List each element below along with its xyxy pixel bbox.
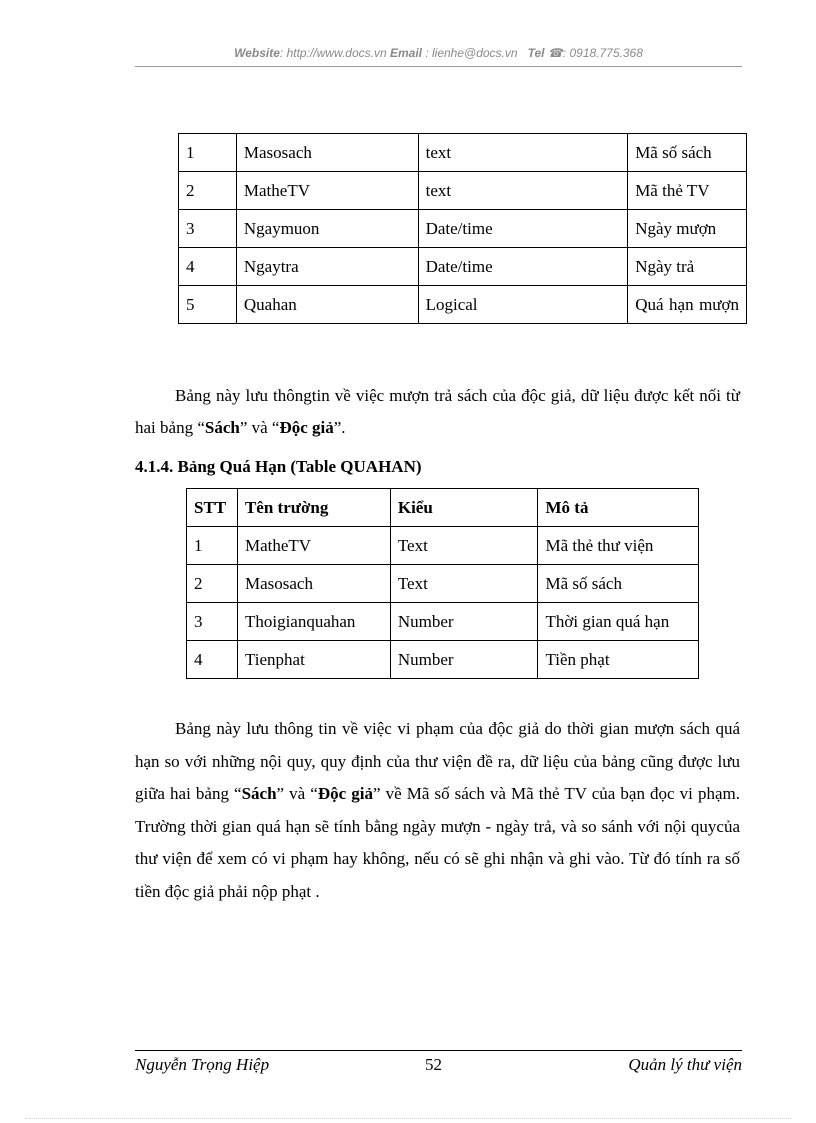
- page-header: [135, 46, 742, 60]
- cell-stt: 3: [179, 210, 237, 248]
- cell-field: Quahan: [236, 286, 418, 324]
- cell-type: Number: [390, 603, 538, 641]
- cell-desc: Mã số sách: [628, 134, 747, 172]
- paragraph-quahan: Bảng này lưu thông tin về việc vi phạm của độc giả do thời gian mượn sách quá hạn so với những nội quy, quy định của thư viện đề ra, dữ liệu của bảng cũng được lưu giữa hai bảng “Sách” và “Độc giả” về Mã số sách và Mã thẻ TV của bạn đọc vi phạm. Trường thời gian quá hạn sẽ tính bằng ngày mượn - ngày trả, và so sánh với nội quycủa thư viện để xem có vi phạm hay không, nếu có sẽ ghi nhận và ghi vào. Từ đó tính ra số tiền độc giả phải nộp phạt .: [135, 719, 740, 901]
- cell-stt: 2: [179, 172, 237, 210]
- table-row: [179, 172, 747, 210]
- email-address: : lienhe@docs.vn: [422, 46, 518, 60]
- table-row: [179, 286, 747, 324]
- cell-desc: Tiền phạt: [538, 641, 699, 679]
- cell-type: Date/time: [418, 210, 628, 248]
- cell-type: text: [418, 134, 628, 172]
- header-field: Tên trường: [237, 489, 390, 527]
- header-divider: [135, 66, 742, 67]
- footer-title: Quản lý thư viện: [628, 1055, 742, 1074]
- cell-stt: 1: [179, 134, 237, 172]
- cell-stt: 3: [187, 603, 238, 641]
- page-number: 52: [425, 1055, 442, 1074]
- cell-desc: Mã thẻ thư viện: [538, 527, 699, 565]
- cell-field: MatheTV: [236, 172, 418, 210]
- section-heading: 4.1.4. Bảng Quá Hạn (Table QUAHAN): [135, 457, 422, 476]
- footer-divider: [135, 1050, 742, 1051]
- cell-stt: 2: [187, 565, 238, 603]
- table-row: [179, 210, 747, 248]
- cell-field: Ngaytra: [236, 248, 418, 286]
- cell-desc: Mã thẻ TV: [628, 172, 747, 210]
- cell-stt: 5: [179, 286, 237, 324]
- cell-stt: 4: [179, 248, 237, 286]
- table-row: [179, 134, 747, 172]
- cell-field: Masosach: [236, 134, 418, 172]
- cell-desc: Ngày trả: [628, 248, 747, 286]
- table-row: [187, 565, 699, 603]
- table-muontra: [178, 133, 747, 324]
- tel-label: Tel: [527, 46, 545, 60]
- cell-type: Text: [390, 565, 538, 603]
- table-row: [179, 248, 747, 286]
- footer-author: Nguyễn Trọng Hiệp: [135, 1055, 270, 1074]
- cell-field: MatheTV: [237, 527, 390, 565]
- paragraph-muontra: Bảng này lưu thôngtin về việc mượn trả sách của độc giả, dữ liệu được kết nối từ hai bảng “Sách” và “Độc giả”.: [135, 386, 740, 437]
- phone-icon: ☎: [547, 46, 563, 60]
- website-label: Website: [234, 46, 280, 60]
- page-bottom-border: [25, 1118, 791, 1119]
- cell-field: Tienphat: [237, 641, 390, 679]
- cell-field: Ngaymuon: [236, 210, 418, 248]
- cell-desc: Ngày mượn: [628, 210, 747, 248]
- cell-stt: 4: [187, 641, 238, 679]
- cell-type: Number: [390, 641, 538, 679]
- cell-type: Text: [390, 527, 538, 565]
- cell-type: Date/time: [418, 248, 628, 286]
- phone-number: : 0918.775.368: [562, 46, 643, 60]
- table-header-row: [187, 489, 699, 527]
- website-url: : http://www.docs.vn: [279, 46, 387, 60]
- table-quahan: [186, 488, 699, 679]
- cell-field: Masosach: [237, 565, 390, 603]
- table-row: [187, 641, 699, 679]
- cell-type: Logical: [418, 286, 628, 324]
- header-desc: Mô tả: [538, 489, 699, 527]
- table-row: [187, 603, 699, 641]
- cell-desc: Quá hạn mượn: [628, 286, 747, 324]
- email-label: Email: [389, 46, 422, 60]
- header-stt: STT: [187, 489, 238, 527]
- cell-field: Thoigianquahan: [237, 603, 390, 641]
- cell-desc: Thời gian quá hạn: [538, 603, 699, 641]
- header-type: Kiểu: [390, 489, 538, 527]
- cell-desc: Mã số sách: [538, 565, 699, 603]
- table-row: [187, 527, 699, 565]
- cell-type: text: [418, 172, 628, 210]
- cell-stt: 1: [187, 527, 238, 565]
